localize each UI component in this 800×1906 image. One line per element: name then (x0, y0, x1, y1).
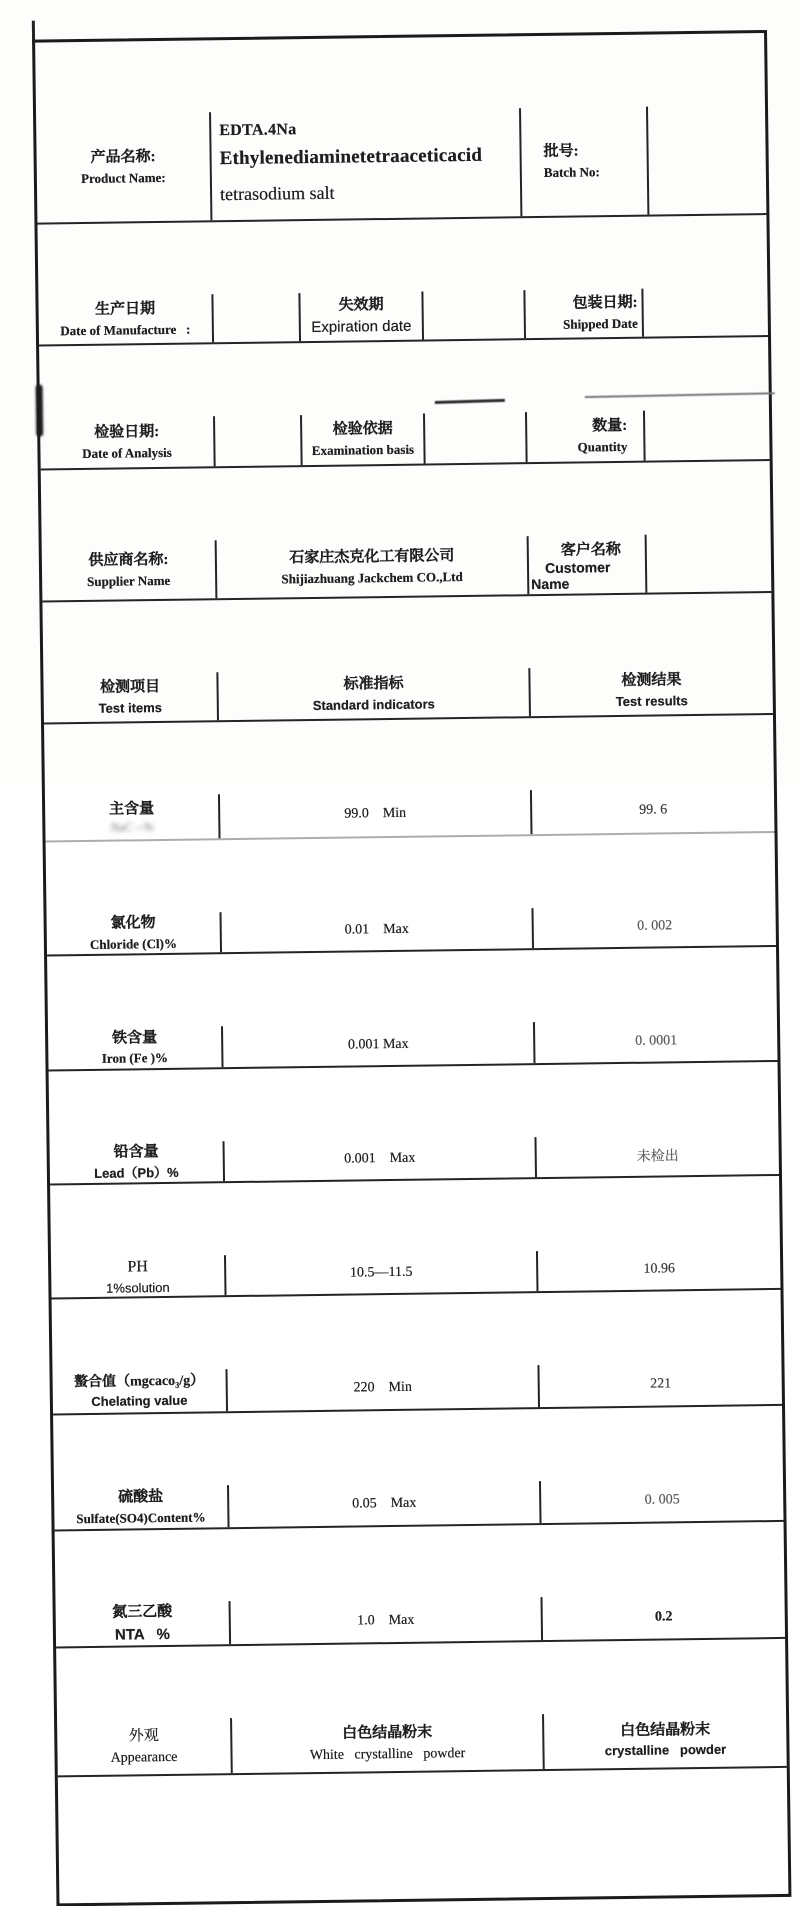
product-row (36, 105, 766, 225)
supplier-value-cell (217, 536, 530, 598)
supplier-label-zh: 供应商名称: (88, 551, 169, 569)
shipped-value-cell (643, 287, 768, 337)
item-zh: 铁含量 (112, 1029, 158, 1047)
item-zh: 主含量 (109, 800, 155, 818)
item-en: Lead（Pb）% (94, 1164, 179, 1181)
result-cell (533, 905, 776, 948)
expiration-label-en: Expiration date (311, 318, 412, 337)
standard-value: 0.001 Max (344, 1150, 416, 1167)
result-value: 99. 6 (639, 802, 668, 818)
result-cell (542, 1594, 785, 1640)
standard-cell (222, 908, 534, 952)
examination-value-cell (425, 412, 528, 463)
item-en-smudged: NaC --% (109, 820, 155, 836)
shipped-label-cell (525, 289, 644, 339)
standard-cell (224, 1137, 536, 1181)
expiration-value-cell (423, 290, 526, 339)
examination-label-zh: 检验依据 (332, 420, 393, 438)
test-row-main-content (45, 787, 775, 843)
item-cell (51, 1255, 227, 1297)
quantity-value-cell (645, 409, 770, 461)
quantity-label-cell (527, 411, 646, 463)
item-cell (47, 912, 223, 954)
standard-value: 0.05 Max (352, 1495, 417, 1512)
item-en: Sulfate(SO4)Content% (76, 1509, 206, 1526)
standard-header-zh: 标准指标 (343, 675, 404, 693)
item-cell (56, 1601, 232, 1646)
manufacture-label-cell (38, 294, 214, 344)
item-zh: 螯合值（mgcaco₃/g） (73, 1373, 205, 1390)
result-en: crystalline powder (604, 1741, 727, 1759)
standard-cell (231, 1597, 544, 1644)
standard-en: White crystalline powder (309, 1745, 466, 1763)
test-row-nta (56, 1594, 786, 1649)
item-zh: 铅含量 (113, 1144, 159, 1161)
result-header-en: Test results (615, 692, 688, 709)
shipped-label-en: Shipped Date (562, 315, 638, 332)
supplier-label-en: Supplier Name (86, 572, 171, 589)
analysis-label-cell (40, 416, 216, 468)
result-value: 10.96 (643, 1261, 676, 1277)
product-label-cell (36, 112, 212, 222)
customer-label-en1: Customer (544, 558, 611, 576)
item-en: Chloride (Cl)% (89, 935, 178, 952)
standard-value: 99.0 Min (344, 805, 407, 822)
result-header-cell (530, 665, 773, 716)
standard-value: 0.01 Max (344, 921, 409, 938)
result-cell (535, 1019, 778, 1063)
result-cell (544, 1711, 787, 1769)
scan-ink-blob (36, 385, 44, 437)
item-cell (48, 1026, 224, 1069)
result-value: 0. 005 (644, 1492, 680, 1508)
standard-cell (220, 790, 533, 838)
analysis-value-cell (215, 415, 303, 466)
test-header-row (43, 665, 773, 725)
item-en: Appearance (110, 1749, 178, 1766)
item-zh: 氮三乙酸 (112, 1604, 173, 1621)
item-cell (45, 794, 221, 840)
quantity-label-en: Quantity (577, 438, 628, 455)
standard-header-en: Standard indicators (312, 696, 435, 713)
item-cell (52, 1369, 228, 1413)
test-items-header-en: Test items (98, 699, 163, 716)
result-cell (541, 1478, 784, 1523)
standard-zh: 白色结晶粉末 (342, 1724, 433, 1742)
product-code: EDTA.4Na (219, 121, 297, 140)
standard-cell (226, 1251, 538, 1295)
manufacture-value-cell (213, 293, 301, 342)
item-zh: PH (127, 1258, 148, 1276)
test-row-chelating (52, 1362, 782, 1416)
batch-label-zh: 批号: (543, 143, 579, 160)
quantity-label-zh: 数量: (592, 417, 628, 435)
result-cell (539, 1362, 782, 1407)
item-zh: 硫酸盐 (118, 1489, 164, 1506)
analysis-label-zh: 检验日期: (94, 424, 160, 441)
expiration-label-zh: 失效期 (338, 296, 384, 314)
item-cell (54, 1485, 230, 1529)
test-row-iron (48, 1019, 778, 1072)
analysis-row (40, 409, 770, 471)
manufacture-label-zh: 生产日期 (94, 301, 156, 318)
test-row-chloride (47, 905, 776, 957)
product-label-en: Product Name: (80, 169, 166, 186)
test-items-header-zh: 检测项目 (99, 679, 161, 696)
test-row-appearance (57, 1711, 787, 1778)
item-zh: 外观 (128, 1727, 159, 1745)
standard-header-cell (218, 668, 531, 720)
standard-cell (227, 1365, 540, 1411)
result-cell (536, 1134, 779, 1177)
test-row-ph (51, 1248, 780, 1300)
customer-label-zh: 客户名称 (560, 541, 621, 559)
result-header-zh: 检测结果 (621, 672, 682, 689)
expiration-label-cell (300, 292, 424, 342)
result-value: 0.2 (654, 1608, 673, 1625)
manufacture-row (38, 287, 768, 347)
examination-label-cell (302, 414, 426, 466)
result-zh: 白色结晶粉末 (620, 1721, 711, 1739)
test-items-header-cell (43, 672, 219, 722)
coa-table (32, 30, 791, 1906)
standard-cell (232, 1714, 545, 1773)
item-en: Chelating value (91, 1392, 188, 1410)
analysis-label-en: Date of Analysis (82, 444, 172, 461)
product-label-zh: 产品名称: (90, 149, 156, 166)
manufacture-label-en: Date of Manufacture : (60, 321, 191, 339)
standard-value: 10.5—11.5 (349, 1264, 413, 1281)
scan-streak-dark (435, 399, 505, 404)
shipped-label-zh: 包装日期: (572, 294, 638, 312)
item-en: Iron (Fe )% (101, 1050, 169, 1067)
customer-value-cell (647, 533, 772, 593)
standard-value: 220 Min (353, 1379, 413, 1396)
scan-streak-light (585, 392, 775, 398)
standard-cell (229, 1481, 542, 1527)
batch-value-cell (648, 105, 766, 215)
customer-label-cell (529, 535, 648, 595)
result-value: 0. 002 (637, 918, 673, 934)
standard-cell (223, 1022, 536, 1067)
customer-label-en2: Name (531, 575, 570, 592)
batch-label-cell (521, 107, 649, 217)
item-cell (50, 1141, 226, 1183)
standard-value: 0.001 Max (347, 1036, 409, 1053)
result-cell (538, 1248, 781, 1291)
product-value-cell (211, 108, 522, 220)
examination-label-en: Examination basis (311, 441, 415, 458)
product-name-line2: tetrasodium salt (219, 182, 335, 205)
result-value: 未检出 (636, 1149, 679, 1165)
item-cell (57, 1718, 233, 1775)
result-cell (532, 787, 775, 834)
supplier-value-zh: 石家庄杰克化工有限公司 (289, 548, 455, 567)
item-en: 1%solution (105, 1279, 170, 1296)
test-row-sulfate (54, 1478, 784, 1532)
supplier-value-en: Shijiazhuang Jackchem CO.,Ltd (281, 568, 463, 587)
supplier-row (42, 533, 772, 603)
item-en: NTA % (114, 1625, 171, 1644)
test-row-lead (50, 1134, 779, 1186)
batch-label-en: Batch No: (543, 163, 600, 180)
result-value: 0. 0001 (635, 1032, 678, 1049)
item-zh: 氯化物 (110, 915, 156, 932)
standard-value: 1.0 Max (357, 1612, 415, 1628)
product-name-line1: Ethylenediaminetetraaceticacid (219, 144, 483, 170)
result-value: 221 (650, 1376, 672, 1392)
supplier-label-cell (42, 540, 218, 600)
